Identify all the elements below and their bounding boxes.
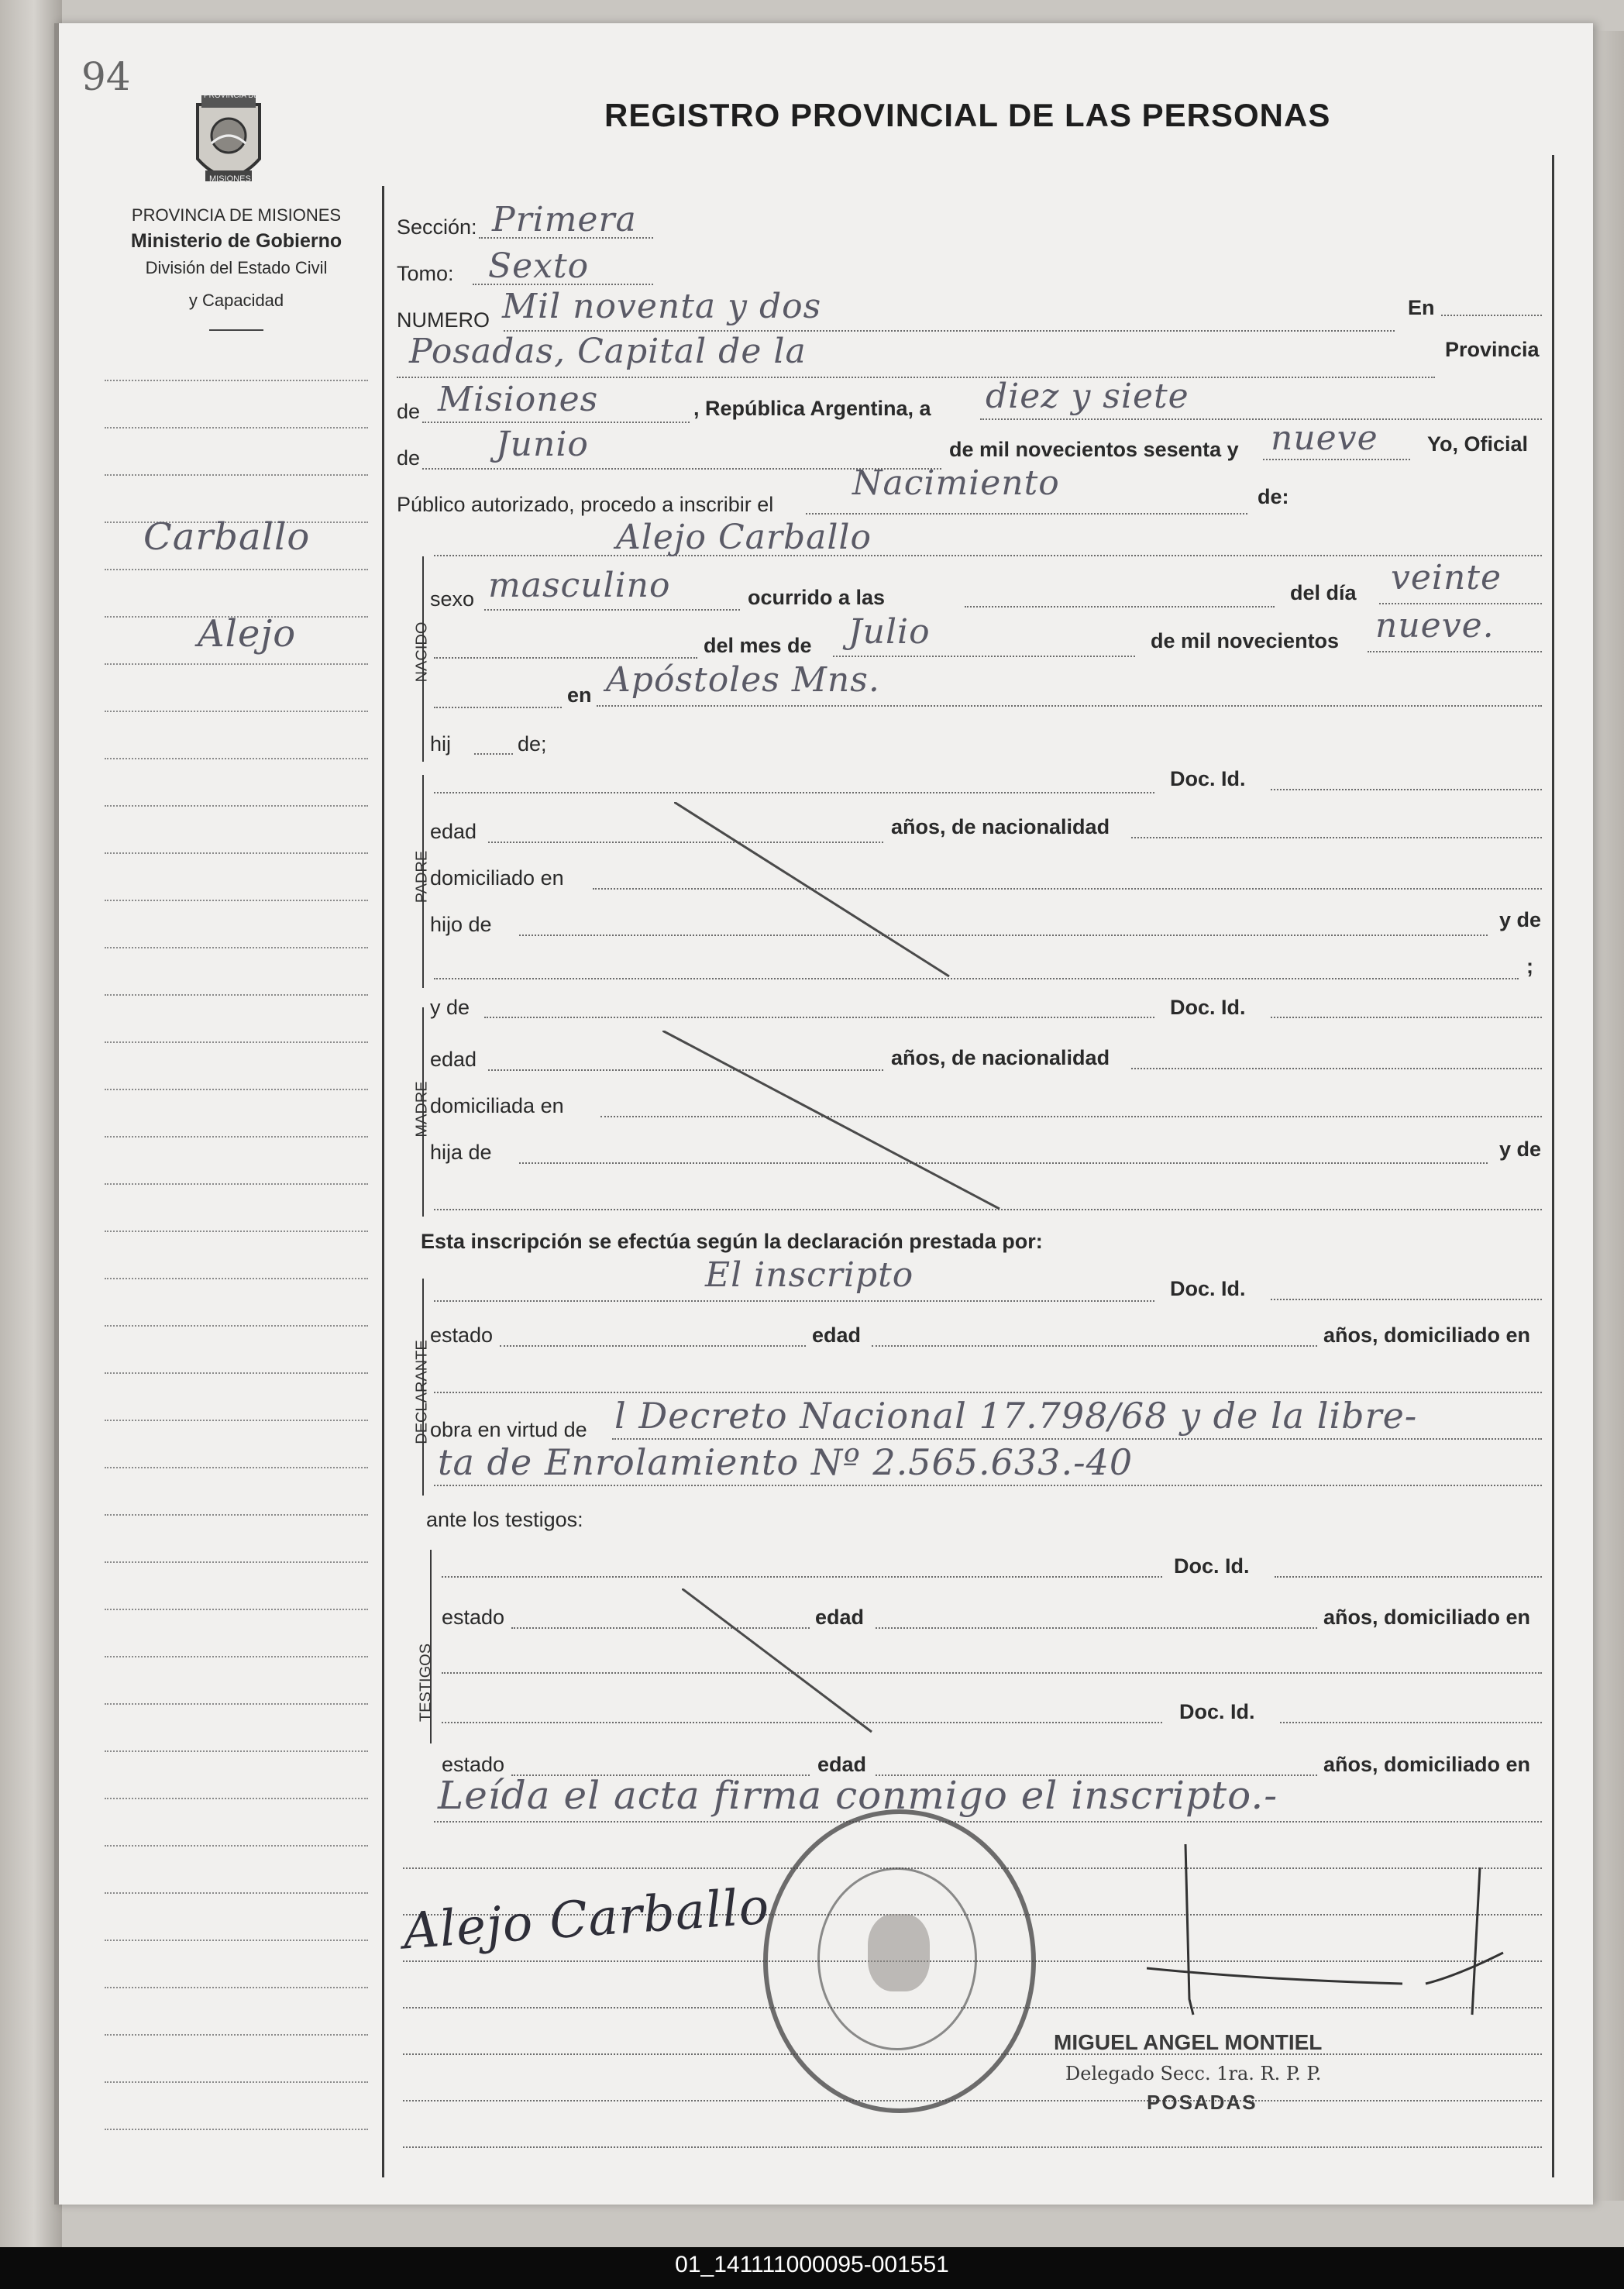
tomo-value: Sexto [488,246,590,286]
declarante-edad-label: edad [812,1323,862,1347]
padre-nacionalidad-label: años, de nacionalidad [891,815,1110,838]
ocurrido-label: ocurrido a las [748,586,886,609]
margin-ruled-line [105,1467,368,1468]
margin-given-name: Alejo [198,612,297,656]
numero-value: Mil noventa y dos [502,287,822,326]
margin-ruled-line [105,1656,368,1657]
padre-doc-line [1271,789,1542,790]
margin-ruled-line [105,1136,368,1138]
madre-domicilio-label: domiciliada en [430,1094,564,1117]
margin-ruled-line [105,1325,368,1327]
madre-cancel-stroke [662,1031,1003,1213]
obra-label: obra en virtud de [430,1418,587,1441]
hij-de-label: de; [518,732,547,756]
madre-yde2-label: y de [1499,1138,1542,1161]
margin-surname: Carballo [143,515,311,559]
declarante-domicilio-line [434,1392,1542,1393]
declarante-doc-line [1271,1299,1542,1300]
testigo1-edad-label: edad [815,1606,865,1629]
emblem-text-bottom: MISIONES [209,174,251,184]
place-value: Posadas, Capital de la [409,332,807,371]
nacido-name-line [434,555,1542,556]
madre-doc-label: Doc. Id. [1170,996,1246,1019]
margin-ruled-line [105,1892,368,1894]
padre-cancel-stroke [674,802,953,980]
pre-en-line [434,707,562,708]
official-name: MIGUEL ANGEL MONTIEL [1054,2030,1323,2054]
padre-edad-label: edad [430,820,477,843]
testigo1-domicilio-line [442,1672,1542,1674]
provincia-label: Provincia [1445,338,1540,361]
testigo2-domicilio-label: años, domiciliado en [1323,1753,1531,1776]
form-right-border [1552,155,1554,2177]
padre-doc-label: Doc. Id. [1170,767,1246,790]
obra-line-2 [434,1485,1542,1486]
padre-extra-line [434,978,1519,979]
testigo2-edad-label: edad [817,1753,867,1776]
sexo-label: sexo [430,587,475,611]
dia-line [1379,603,1542,604]
year-line [1263,459,1410,460]
margin-ruled-line [105,994,368,996]
margin-ruled-line [105,1845,368,1847]
mes-value: Julio [848,612,931,652]
margin-ruled-line [105,663,368,665]
margin-ruled-line [105,758,368,759]
margin-ruled-line [105,474,368,476]
margin-ruled-line [105,2129,368,2130]
dia-label: del día [1290,581,1357,604]
padre-domicilio-label: domiciliado en [430,866,564,890]
margin-ruled-line [105,1231,368,1232]
madre-side-label: MADRE [413,1081,431,1138]
emblem-text-top: PROVINCIA DE [204,91,260,100]
testigo1-name-line [442,1576,1162,1578]
nacido-side-label: NACIDO [413,621,431,683]
page-number: 94 [81,54,131,99]
margin-ruled-line [105,1750,368,1752]
declarante-edad-line [872,1345,1317,1347]
act-line [806,513,1247,515]
margin-ruled-line [105,1278,368,1279]
pre-mes-line [434,657,697,659]
margin-ruled-line [105,1514,368,1516]
padre-yde-label: y de [1499,908,1542,931]
sexo-value: masculino [488,566,671,605]
book-binding [0,0,62,2247]
closing-line [434,1821,1542,1823]
margin-ruled-line [105,1798,368,1799]
year-label: de mil novecientos sesenta y [949,438,1239,461]
en-label: En [1408,296,1435,319]
margin-ruled-line [105,1372,368,1374]
madre-nacionalidad-line [1131,1068,1542,1069]
publico-label: Público autorizado, procedo a inscribir el [397,493,774,516]
act-value: Nacimiento [852,463,1060,503]
declarante-doc-label: Doc. Id. [1170,1277,1246,1300]
declarante-name-value: El inscripto [705,1255,914,1295]
de-colon-label: de: [1258,485,1289,508]
madre-yde-label: y de [430,996,470,1019]
numero-label: NUMERO [397,308,490,332]
seccion-value: Primera [492,200,637,239]
ministry-label: Ministerio de Gobierno [130,230,342,252]
month-value: Junio [496,425,589,464]
padre-side-label: PADRE [413,850,431,904]
en-line [1441,315,1542,316]
margin-ruled-line [105,1089,368,1090]
place-line [397,377,1435,378]
hij-line [474,753,513,755]
madre-nacionalidad-label: años, de nacionalidad [891,1046,1110,1069]
padre-hijo-label: hijo de [430,913,492,936]
padre-hijo-line [519,935,1488,936]
file-id: 01_141111000095-001551 [675,2252,949,2277]
madre-hija-label: hija de [430,1141,492,1164]
testigo2-estado-label: estado [442,1753,505,1776]
hora-line [965,606,1275,608]
stamp-crest-icon [868,1914,930,1991]
seccion-label: Sección: [397,215,477,239]
tomo-label: Tomo: [397,262,454,285]
anio-line [1368,651,1542,652]
de-label-1: de [397,400,421,423]
margin-ruled-line [105,1609,368,1610]
declarante-domicilio-label: años, domiciliado en [1323,1323,1531,1347]
declarante-estado-label: estado [430,1323,494,1347]
hij-label: hij [430,732,452,756]
margin-ruled-line [105,1940,368,1941]
capacity-label: y Capacidad [188,291,284,310]
testigo2-doc-line [1280,1722,1542,1723]
de-label-2: de [397,446,421,470]
page-title: REGISTRO PROVINCIAL DE LAS PERSONAS [604,97,1331,133]
dia-value: veinte [1391,558,1502,597]
nacido-name-value: Alejo Carballo [616,518,872,557]
margin-ruled-line [105,1041,368,1043]
mes-line [833,656,1135,657]
mes-label: del mes de [704,634,812,657]
en-nacido-label: en [567,683,592,707]
padre-semicolon: ; [1526,955,1533,978]
ante-testigos-label: ante los testigos: [426,1508,583,1531]
margin-ruled-line [105,900,368,901]
madre-edad-label: edad [430,1048,477,1071]
sexo-line [484,609,740,611]
closing-value: Leída el acta firma conmigo el inscripto.- [438,1773,1278,1818]
signature-ruled-line [403,2100,1542,2101]
testigo1-estado-label: estado [442,1606,505,1629]
official-signature-strokes [1147,1844,1519,2046]
margin-ruled-line [105,852,368,854]
official-city: POSADAS [1147,2091,1258,2114]
margin-ruled-line [105,569,368,570]
day-value: diez y siete [986,377,1189,416]
obra-line-1 [612,1438,1542,1440]
padre-nacionalidad-line [1131,837,1542,838]
margin-ruled-line [105,2081,368,2083]
obra-value-2: ta de Enrolamiento Nº 2.565.633.-40 [438,1441,1134,1483]
testigo1-doc-line [1275,1576,1542,1578]
year-value: nueve [1271,418,1378,458]
madre-name-line [484,1017,1154,1018]
obra-value-1: l Decreto Nacional 17.798/68 y de la libre- [614,1395,1418,1437]
declarante-name-line [434,1300,1154,1302]
official-title: Delegado Secc. 1ra. R. P. P. [1065,2063,1322,2084]
margin-ruled-line [105,1420,368,1421]
lugar-line [597,705,1542,707]
testigo1-edad-line [876,1627,1317,1629]
signature-ruled-line [403,2146,1542,2148]
testigos-cancel-stroke [682,1589,876,1736]
division-label: División del Estado Civil [145,258,328,277]
declarante-side-label: DECLARANTE [413,1340,431,1444]
oficial-label: Yo, Oficial [1427,432,1529,456]
margin-ruled-line [105,427,368,429]
margin-ruled-line [105,947,368,948]
margin-ruled-line [105,380,368,381]
declarant-signature: Alejo Carballo [401,1878,772,1961]
testigo2-doc-label: Doc. Id. [1179,1700,1255,1723]
declaracion-text: Esta inscripción se efectúa según la declaración prestada por: [421,1230,1043,1253]
margin-ruled-line [105,1987,368,1988]
province-line [422,422,690,423]
margin-ruled-line [105,2034,368,2036]
anio-value: nueve. [1375,606,1495,645]
declarante-estado-line [500,1345,806,1347]
margin-ruled-line [105,805,368,807]
testigos-side-label: TESTIGOS [417,1643,435,1723]
province-label: PROVINCIA DE MISIONES [131,205,342,225]
header-divider [209,329,263,331]
testigo1-doc-label: Doc. Id. [1174,1554,1250,1578]
testigo1-domicilio-label: años, domiciliado en [1323,1606,1531,1629]
lugar-value: Apóstoles Mns. [606,660,880,700]
mil-label: de mil novecientos [1151,629,1340,652]
form-left-border [382,186,384,2177]
republica-label: , República Argentina, a [693,397,931,420]
day-line [980,418,1542,420]
margin-ruled-line [105,711,368,712]
madre-doc-line [1271,1017,1542,1018]
margin-ruled-line [105,1561,368,1563]
padre-name-line [434,792,1154,793]
margin-ruled-line [105,1183,368,1185]
province-value: Misiones [438,380,599,419]
margin-ruled-line [105,1703,368,1705]
